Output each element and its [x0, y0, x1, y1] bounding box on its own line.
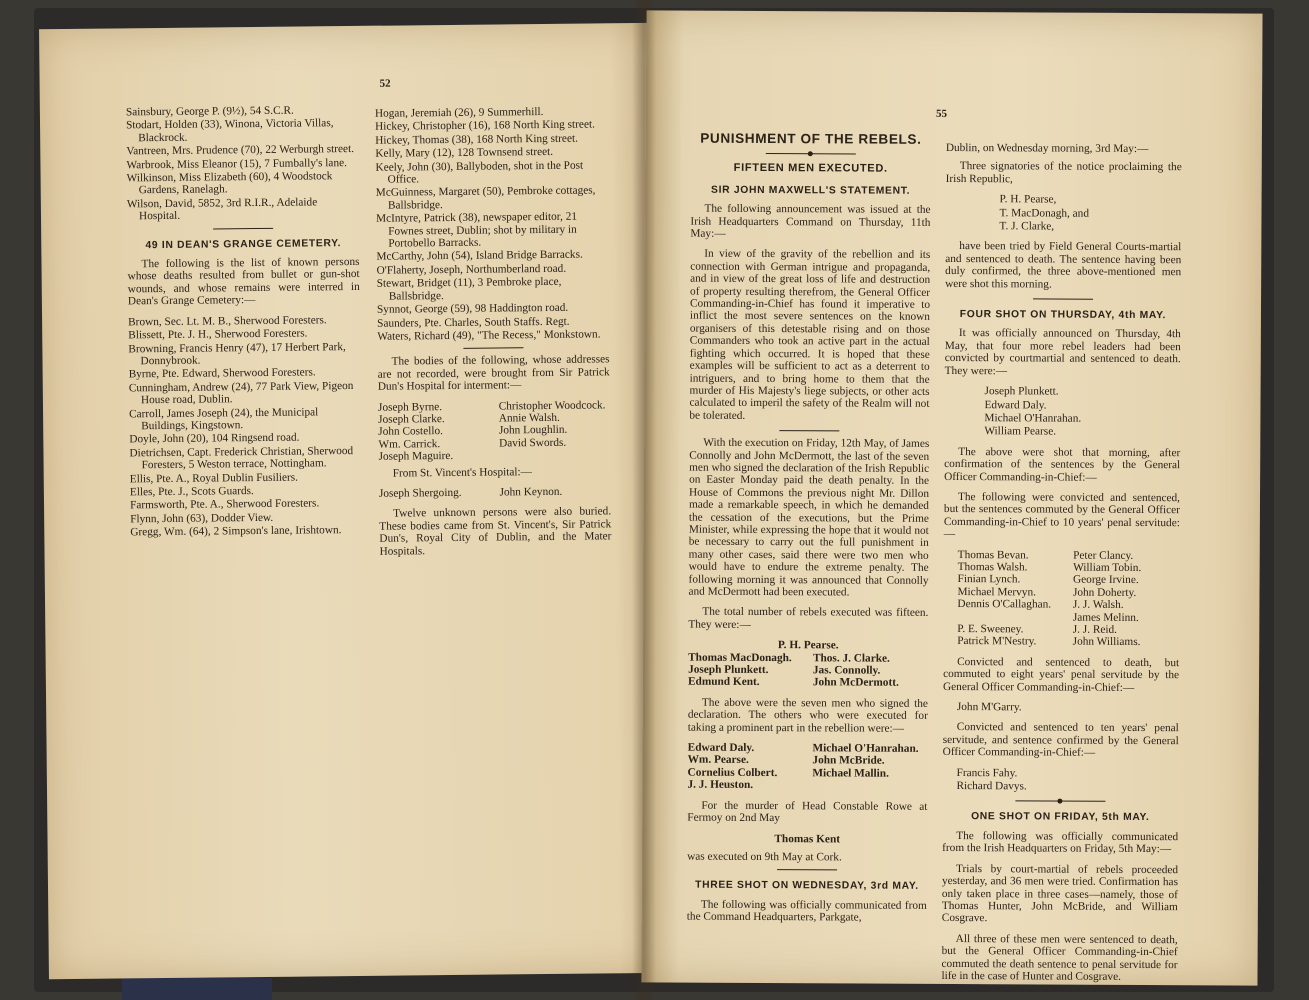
section-rule: [463, 348, 523, 350]
list-entry: Wilkinson, Miss Elizabeth (60), 4 Woodstock Gardens, Ranelagh.: [126, 170, 333, 197]
name: Patrick M'Nestry.: [957, 635, 1037, 648]
name: Edward Daly.: [687, 741, 755, 755]
list-entry: Stewart, Bridget (11), 3 Pembroke place, Ballsbridge.: [376, 276, 562, 303]
one-shot-heading: ONE SHOT ON FRIDAY, 5th MAY.: [971, 811, 1150, 824]
name-row: [688, 676, 928, 690]
name: Peter Clancy.: [1073, 549, 1134, 562]
name: Wm. Carrick.: [378, 437, 441, 451]
list-entry: Keely, John (30), Ballyboden, shot in the Post Office.: [375, 159, 584, 186]
dun-hospital-names: [378, 399, 611, 463]
ornamental-rule: [766, 153, 856, 154]
name: John Doherty.: [1072, 586, 1137, 599]
signatories-list: [688, 651, 928, 689]
list-entry: Flynn, John (63), Dodder View.: [130, 511, 274, 526]
list-entry: McIntyre, Patrick (38), newspaper editor, 21 Fownes street, Dublin; shot by military in Portobello Barracks.: [375, 210, 578, 250]
list-entry: Saunders, Pte. Charles, South Staffs. Regt.: [377, 315, 570, 330]
name: Annie Walsh.: [498, 411, 560, 425]
vincent-names: [379, 485, 611, 500]
ten-years-paragraph: Convicted and sentenced to ten years' penal servitude, and sentence confirmed by the General Officer Commanding-in-Chief:—: [942, 721, 1179, 760]
eight-years-paragraph: Convicted and sentenced to death, but commuted to eight years' penal servitude by the General Officer Commanding-in-Chief:—: [942, 655, 1180, 694]
list-entry: Richard Davys.: [956, 780, 1027, 793]
name: [812, 780, 927, 793]
list-entry: Michael O'Hanrahan.: [984, 412, 1082, 425]
signatory-lead: P. H. Pearse.: [777, 639, 839, 652]
left-page: [39, 23, 669, 979]
list-entry: Francis Fahy.: [956, 766, 1018, 780]
name-row: [958, 573, 1180, 587]
name: Michael O'Hanrahan.: [812, 742, 919, 755]
name: Jas. Connolly.: [812, 664, 881, 677]
list-entry: Hogan, Jeremiah (26), 9 Summerhill.: [374, 105, 544, 120]
name-row: [378, 448, 610, 463]
unknown-persons-paragraph: Twelve unknown persons were also buried. These bodies came from St. Vincent's, Sir Patrick Dun's, Royal City of Dublin, and the Mater Hospitals.: [379, 505, 612, 558]
list-entry: Ellis, Pte. A., Royal Dublin Fusiliers.: [129, 471, 299, 485]
three-shot-intro: The following was officially communicated from the Command Headquarters, Parkgate,: [686, 898, 927, 924]
list-entry: Vantreen, Mrs. Prudence (70), 22 Werburgh street.: [126, 143, 355, 158]
one-shot-intro: The following was officially communicated from the Irish Headquarters on Friday, 5th May:—: [942, 829, 1179, 856]
four-names: [944, 385, 1180, 439]
article-title: PUNISHMENT OF THE REBELS.: [700, 130, 922, 147]
name: Cornelius Colbert.: [687, 766, 778, 779]
others-list: [687, 742, 927, 793]
name: John Costello.: [378, 425, 443, 439]
list-entry: Gregg, Wm. (64), 2 Simpson's lane, Irishtown.: [130, 524, 342, 539]
name-row: [957, 635, 1179, 649]
list-entry: Cunningham, Andrew (24), 77 Park View, Pigeon House road, Dublin.: [128, 379, 354, 407]
three-shot-heading: THREE SHOT ON WEDNESDAY, 3rd MAY.: [695, 879, 919, 893]
eight-years-name: John M'Garry.: [956, 701, 1022, 714]
name-row: [687, 779, 927, 793]
name-row: [957, 586, 1179, 600]
list-entry: Elles, Pte. J., Scots Guards.: [129, 485, 254, 499]
kent-line: was executed on 9th May at Cork.: [687, 850, 842, 864]
deans-grange-list: [128, 314, 362, 539]
commuted-names: [943, 549, 1180, 649]
name: J. J. Reid.: [1072, 623, 1118, 636]
list-entry: Brown, Sec. Lt. M. B., Sherwood Foresters.: [128, 313, 327, 329]
ten-years-names: [942, 767, 1178, 794]
name-row: [958, 549, 1180, 563]
statement-heading: SIR JOHN MAXWELL'S STATEMENT.: [711, 184, 911, 197]
list-entry: T. MacDonagh, and: [999, 206, 1090, 220]
list-entry: McGuinness, Margaret (50), Pembroke cottages, Ballsbridge.: [375, 184, 596, 212]
name: Finian Lynch.: [957, 573, 1021, 586]
section-rule: [1033, 298, 1093, 299]
right-column-2: [941, 142, 1181, 992]
list-entry: Carroll, James Joseph (24), the Municipal Buildings, Kingstown.: [129, 405, 319, 433]
name-row: [957, 611, 1179, 625]
name: Thomas MacDonagh.: [688, 651, 792, 664]
list-entry: Blissett, Pte. J. H., Sherwood Foresters.: [128, 327, 308, 342]
name: Thomas Bevan.: [957, 548, 1029, 561]
list-entry: Edward Daly.: [984, 398, 1047, 411]
name: Joseph Maguire.: [378, 450, 454, 463]
section-heading: 49 IN DEAN'S GRANGE CEMETERY.: [145, 237, 342, 251]
execution-paragraph: With the execution on Friday, 12th May, of James Connolly and John McDermott, the last of the seven men who signed the declaration of the Irish Republic on Easter Monday paid the death penalty. In the House of Commons the previous night Mr. Dillon made a remarkable speech, in which he demanded the cessation of the executions, but the Prime Minister, while expressing the hope that it would not be necessary to carry out the full punishment in many other cases, said there were two men who would have to endure the extreme penalty. The following morning it was announced that Connolly and McDermott had been executed.: [688, 436, 930, 599]
list-entry: P. H. Pearse,: [999, 193, 1057, 206]
name: Thomas Walsh.: [957, 560, 1028, 574]
name: [499, 448, 610, 462]
name: William Tobin.: [1073, 561, 1142, 574]
list-entry: Hickey, Thomas (38), 168 North King street.: [375, 132, 578, 147]
ornamental-rule: [1015, 801, 1105, 802]
name: Dennis O'Callaghan.: [957, 598, 1052, 611]
burial-list: [375, 105, 609, 343]
intro-paragraph: The following is the list of known persons whose deaths resulted from bullet or gun-shot wounds, and whose remains were interred in Dean's Grange Cemetery:—: [127, 255, 360, 308]
name: Edmund Kent.: [688, 676, 760, 689]
list-entry: Joseph Plunkett.: [984, 385, 1059, 398]
name: Thos. J. Clarke.: [812, 651, 890, 665]
burial-list-continued: [126, 104, 359, 223]
list-entry: T. J. Clarke,: [999, 220, 1055, 233]
list-entry: Browning, Francis Henry (47), 17 Herbert Park, Donnybrook.: [128, 340, 346, 368]
name-row: [958, 561, 1180, 575]
left-column-2: [375, 105, 612, 565]
name: Joseph Shergoing.: [378, 486, 462, 500]
list-entry: Synnot, George (59), 98 Haddington road.: [376, 301, 569, 316]
total-paragraph: The total number of rebels executed was fifteen. They were:—: [688, 606, 929, 631]
continuation-line: Dublin, on Wednesday morning, 3rd May:—: [945, 141, 1149, 156]
name: James Melinn.: [1072, 611, 1139, 624]
name-row: [957, 598, 1179, 612]
name: David Swords.: [498, 436, 567, 450]
dun-paragraph: The bodies of the following, whose addresses are not recorded, were brought from Sir Patrick Dun's Hospital for interment:—: [377, 353, 610, 393]
list-entry: O'Flaherty, Joseph, Northumberland road.: [376, 262, 567, 277]
list-entry: McCarthy, John (54), Island Bridge Barracks.: [376, 249, 583, 264]
name: J. J. Walsh.: [1072, 598, 1124, 612]
name: George Irvine.: [1072, 574, 1139, 587]
page-number: 55: [935, 107, 948, 120]
name: Joseph Byrne.: [377, 400, 443, 414]
list-entry: Farmsworth, Pte. A., Sherwood Foresters.: [129, 497, 320, 512]
four-shot-after: The above were shot that morning, after confirmation of the sentences by the General Officer Commanding-in-Chief:—: [944, 445, 1181, 484]
four-shot-intro: It was officially announced on Thursday, 4th May, that four more rebel leaders had been convicted by courtmartial and sentenced to death. They were:—: [944, 327, 1181, 377]
maxwell-intro: The following announcement was issued at the Irish Headquarters Command on Thursday, 11th May:—: [690, 202, 931, 240]
list-entry: Hickey, Christopher (16), 168 North King street.: [375, 118, 595, 134]
page-number: 52: [379, 77, 391, 90]
list-entry: Byrne, Pte. Edward, Sherwood Foresters.: [128, 366, 316, 381]
cloth-binding-strip: [122, 978, 272, 1000]
trials-paragraph: Trials by court-martial of rebels proceeded yesterday, and 36 men were tried. Confirmation has only taken place in three cases—namely, those of Thomas Hunter, John McBride, and William Cosgrave.: [941, 862, 1179, 925]
list-entry: Dietrichsen, Capt. Frederick Christian, Sherwood Foresters, 5 Weston terrace, Nottingham.: [129, 444, 354, 472]
name: Joseph Clarke.: [378, 412, 445, 426]
name: John McBride.: [812, 754, 885, 768]
name: Joseph Plunkett.: [688, 663, 769, 677]
section-rule: [213, 227, 273, 229]
name: J. J. Heuston.: [687, 778, 754, 792]
name: Christopher Woodcock.: [498, 398, 606, 413]
signatories-paragraph: Three signatories of the notice proclaiming the Irish Republic,: [945, 160, 1182, 186]
list-entry: Stodart, Holden (33), Winona, Victoria Villas, Blackrock.: [125, 117, 334, 145]
list-entry: Wilson, David, 5852, 3rd R.I.R., Adelaide Hospital.: [126, 196, 318, 223]
name: Michael Mallin.: [812, 767, 889, 780]
four-shot-heading: FOUR SHOT ON THURSDAY, 4th MAY.: [959, 309, 1167, 322]
name: John Loughlin.: [498, 424, 568, 437]
list-entry: Kelly, Mary (12), 128 Townsend street.: [375, 146, 554, 160]
article-subtitle: FIFTEEN MEN EXECUTED.: [733, 162, 888, 176]
rowe-paragraph: For the murder of Head Constable Rowe at Fermoy on 2nd May: [687, 799, 928, 825]
all-three-paragraph: All three of these men were sentenced to death, but the General Officer Commanding-in-Chief commuted the death sentence to penal servitude for life in the case of Hunter and Cosgrave.: [941, 932, 1178, 983]
three-tried-paragraph: have been tried by Field General Courts-martial and sentenced to death. The sentence having been duly confirmed, the three above-mentioned men were shot this morning.: [945, 240, 1182, 291]
list-entry: Doyle, John (20), 104 Ringsend road.: [129, 431, 300, 446]
left-column-1: [126, 104, 363, 540]
vincent-heading: From St. Vincent's Hospital:—: [392, 465, 533, 480]
right-page: [641, 10, 1262, 985]
book-gutter: [632, 0, 656, 1000]
name: Michael Mervyn.: [957, 585, 1036, 599]
name: John Keynon.: [499, 485, 563, 499]
right-column-1: [686, 130, 931, 933]
list-entry: Waters, Richard (49), "The Recess," Monkstown.: [377, 328, 601, 343]
list-entry: Warbrook, Miss Eleanor (15), 7 Fumbally's lane.: [126, 156, 347, 171]
name-row: [957, 623, 1179, 637]
maxwell-statement: In view of the gravity of the rebellion and its connection with German intrigue and propaganda, and in view of the great loss of life and destruction of property resulting therefrom, the General Officer Commanding-in-Chief has found it imperative to inflict the most severe sentences on the known organisers of this detestable rising and on those Commanders who took an active part in the actual fighting which occurred. It is hoped that these examples will be sufficient to act as a deterrent to intriguers, and to bring home to them that the murder of His Majesty's liege subjects, or other acts calculated to imperil the safety of the Realm will not be tolerated.: [689, 248, 931, 422]
list-entry: William Pearse.: [984, 425, 1057, 438]
commuted-paragraph: The following were convicted and sentenced, but the sentences commuted by the General Officer Commanding-in-Chief to 10 years' penal servitude:—: [943, 490, 1181, 541]
section-rule: [777, 869, 837, 870]
name: John Williams.: [1072, 636, 1141, 649]
name: P. E. Sweeney.: [957, 623, 1024, 636]
kent-name: Thomas Kent: [774, 832, 841, 845]
three-names: [945, 193, 1181, 233]
section-rule: [779, 430, 839, 431]
name: John McDermott.: [812, 676, 899, 690]
name: [957, 611, 1064, 624]
signers-paragraph: The above were the seven men who signed the declaration. The others who were executed for taking a prominent part in the rebellion were:—: [687, 696, 928, 735]
name: Wm. Pearse.: [687, 754, 749, 767]
list-entry: Sainsbury, George P. (9½), 54 S.C.R.: [125, 104, 294, 119]
